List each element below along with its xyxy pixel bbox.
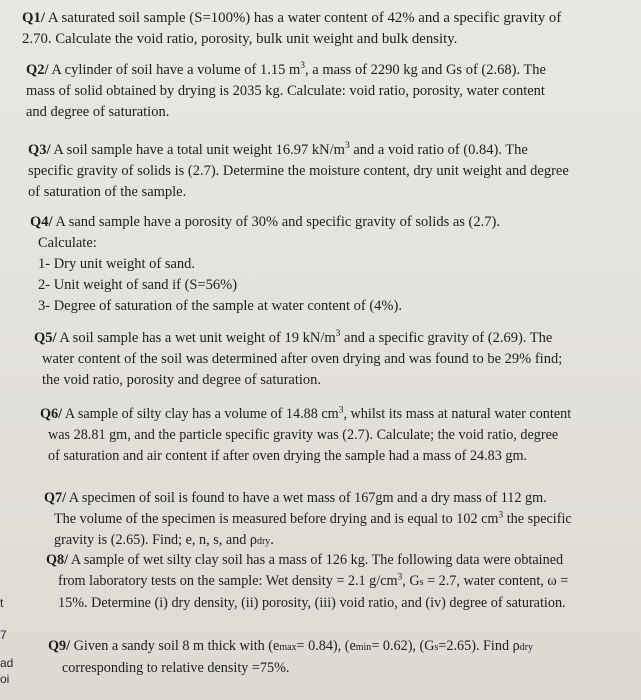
question-7-line-2: The volume of the specimen is measured before drying and is equal to 102 $cm^3$ the specific	[54, 510, 572, 527]
edge-fragment: 7	[0, 628, 7, 642]
question-8-line-3: 15%. Determine (i) dry density, (ii) porosity, (iii) void ratio, and (iv) degree of saturation.	[58, 595, 566, 611]
question-9-label: Q9/	[48, 638, 71, 654]
question-6-label: Q6/	[40, 406, 63, 422]
question-7-line-1: Q7/ A specimen of soil is found to have a wet mass of 167gm and a dry mass of 112 gm.	[44, 490, 547, 506]
question-9	[48, 636, 634, 679]
question-6-line-1: Q6/ A sample of silty clay has a volume of 14.88 $cm^3$, whilst its mass at natural water content	[40, 405, 572, 422]
question-8	[46, 550, 634, 614]
question-7-line-3: gravity is (2.65). Find; e, n, s, and ρdry.	[54, 532, 274, 548]
question-4-line-1: Q4/ A sand sample have a porosity of 30% and specific gravity of solids as (2.7).	[30, 214, 500, 230]
question-8-line-1: Q8/ A sample of wet silty clay soil has a mass of 126 kg. The following data were obtained	[46, 552, 564, 568]
list-item: 1- Dry unit weight of sand.	[38, 256, 196, 272]
question-5-line-2: water content of the soil was determined after oven drying and was found to be 29% find;	[42, 351, 563, 367]
question-1-line-1: Q1/ A saturated soil sample (S=100%) has a water content of 42% and a specific gravity of	[22, 10, 562, 26]
list-item: 3- Degree of saturation of the sample at water content of (4%).	[38, 298, 402, 314]
list-item: 2- Unit weight of sand if (S=56%)	[38, 277, 238, 293]
question-2-line-2: mass of solid obtained by drying is 2035 kg. Calculate: void ratio, porosity, water content	[26, 83, 545, 99]
question-1	[22, 8, 634, 50]
question-5-label: Q5/	[34, 330, 57, 346]
question-5	[34, 328, 634, 391]
question-3-line-1: Q3/ A soil sample have a total unit weight 16.97 $kN/m^3$ and a void ratio of (0.84). The	[28, 141, 528, 158]
question-2-line-3: and degree of saturation.	[26, 104, 170, 120]
question-8-line-2: from laboratory tests on the sample: Wet density = 2.1 $g/cm^3$, Gs = 2.7, water content, ω =	[58, 572, 569, 589]
question-4	[30, 212, 634, 317]
question-2-label: Q2/	[26, 62, 49, 78]
question-1-label: Q1/	[22, 10, 46, 26]
question-3-line-2: specific gravity of solids is (2.7). Determine the moisture content, dry unit weight and degree	[28, 163, 569, 179]
question-9-line-1: Q9/ Given a sandy soil 8 m thick with (emax= 0.84), (emin= 0.62), (Gs=2.65). Find ρdry	[48, 638, 534, 654]
question-2-line-1: Q2/ A cylinder of soil have a volume of 1.15 $m^3$, a mass of 2290 kg and Gs of (2.68). The	[26, 61, 546, 78]
question-4-calculate: Calculate:	[38, 235, 97, 251]
edge-fragment: oi	[0, 672, 10, 686]
question-2	[26, 60, 634, 123]
question-3-label: Q3/	[28, 142, 51, 158]
question-4-list	[30, 254, 634, 317]
edge-fragment: t	[0, 596, 4, 610]
question-5-line-3: the void ratio, porosity and degree of saturation.	[42, 372, 322, 388]
question-4-label: Q4/	[30, 214, 53, 230]
question-7-label: Q7/	[44, 490, 67, 506]
edge-fragment: ad	[0, 656, 14, 670]
question-3-line-3: of saturation of the sample.	[28, 184, 187, 200]
question-6-line-3: of saturation and air content if after oven drying the sample had a mass of 24.83 gm.	[48, 448, 528, 464]
question-9-line-2: corresponding to relative density =75%.	[62, 660, 290, 676]
question-3	[28, 140, 634, 203]
question-6	[40, 404, 634, 467]
question-6-line-2: was 28.81 gm, and the particle specific gravity was (2.7). Calculate; the void ratio, degree	[48, 427, 559, 443]
question-5-line-1: Q5/ A soil sample has a wet unit weight of 19 $kN/m^3$ and a specific gravity of (2.69). The	[34, 329, 553, 346]
question-1-line-2: 2.70. Calculate the void ratio, porosity, bulk unit weight and bulk density.	[22, 31, 458, 47]
question-7	[44, 488, 634, 552]
question-8-label: Q8/	[46, 552, 69, 568]
